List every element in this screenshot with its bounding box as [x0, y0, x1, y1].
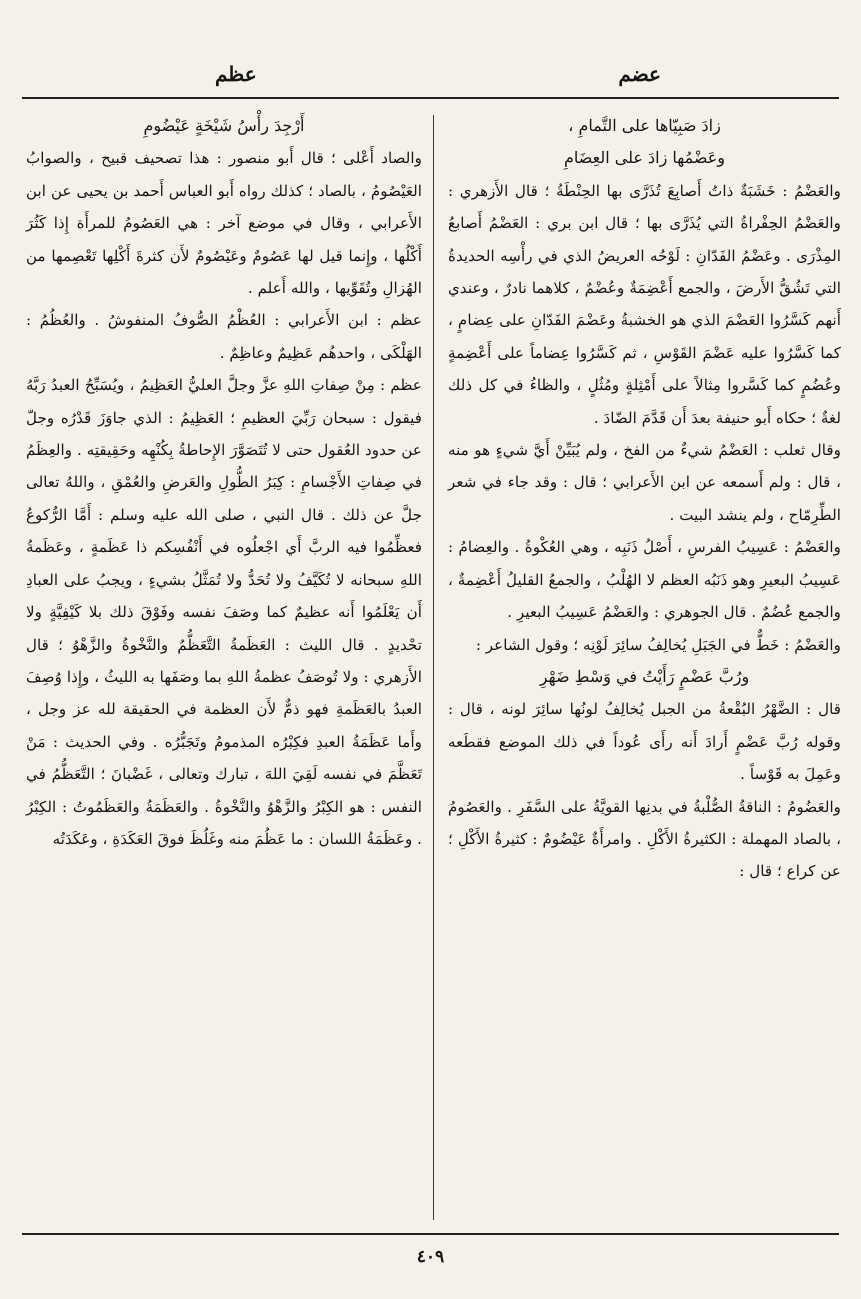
header-right-word: عضم: [618, 62, 661, 86]
entry-paragraph: وقال ثعلب : العَضْمُ شيءٌ من الفخ ، ولم يُبَيِّنْ أَيَّ شيءٍ هو منه ، قال : ولم أَسمعه عن ابن الأَعرابي ؛ قال : وقد جاء في شعر الطِّرِمّاح ، ولم ينشد البيت .: [448, 441, 841, 524]
entry-paragraph: عظم : ابن الأَعرابي : العُظْمُ الصُّوفُ المنفوشُ . والعُظُمُ : الهَلْكَى ، واحدهُم عَظِيمٌ وعاظِمٌ .: [26, 311, 422, 362]
bottom-rule: [22, 1233, 839, 1235]
verse-line: ورُبَّ عَضْمٍ رَأَيْتُ في وَسْطِ ضَهْرِ: [539, 666, 750, 686]
header-left-word: عظم: [215, 62, 257, 86]
entry-paragraph: والصاد أَعْلى ؛ قال أَبو منصور : هذا تصحيف قبيح ، والصوابُ العَيْصُومُ ، بالصاد ؛ كذلك رواه أَبو العباس أَحمد بن يحيى عن ابن الأَعرابي ، وقال في موضع آخر : هي العَصُومُ للمرأَة إِذا كَثُرَ أَكْلُها ، وإِنما قيل لها عَصُومٌ وعَيْصُومٌ لأَن كثرةَ أَكْلِها تَعْصِمها من الهُزالِ وتُقَوِّيها ، والله أَعلم .: [26, 149, 422, 298]
left-column: [26, 110, 422, 855]
top-rule: [22, 97, 839, 99]
right-column: [448, 110, 841, 888]
verse-line: أَرْجِدَ رأْسُ شَيْخَةٍ عَيْضُومِ: [143, 116, 305, 135]
verse-line: زادَ صَبِيّاها على التَّمامِ ،: [568, 116, 721, 135]
entry-paragraph: عظم : مِنْ صِفاتِ اللهِ عزَّ وجلَّ العليُّ العَظِيمُ ، ويُسَبِّحُ العبدُ رَبَّهُ فيقول : سبحان رَبِّيَ العظيمِ ؛ العَظِيمُ : الذي جاوَزَ قَدْرُه وجلّ عن حدود العُقول حتى لا تُتَصَوَّرَ الإِحاطةُ بِكُنْهِه وحَقِيقتِه . والعِظَمُ في صِفاتِ الأَجْسامِ : كِبَرُ الطُّولِ والعَرضِ والعُمْقِ ، واللهُ تعالى جلَّ عن ذلك . قال النبي ، صلى الله عليه وسلم : أَمَّا الرُّكوعُ فعظِّمُوا فيه الربَّ أَي اجْعلُوه في أَنْفُسِكم ذا عَظَمةٍ ، وعَظَمةُ اللهِ سبحانه لا تُكَيَّفُ ولا تُحَدُّ ولا تُمَثَّلُ بشيءٍ ، ويجبُ على العبادِ أَن يَعْلَمُوا أَنه عظيمٌ كما وصَفَ نفسه وفَوْقَ ذلك بلا كَيْفِيَّةٍ ولا تحْديدٍ . قال الليث : العَظَمةُ التَّعَظُّمُ والنَّخْوةُ والزَّهْوُ ؛ قال الأَزهري : ولا تُوصَفُ عظمةُ اللهِ بما وصَفَها به الليثُ ، وإِذا وُصِفَ العبدُ بالعَظَمةِ فهو ذمٌّ لأَن العظمة في الحقيقة لله عز وجل ، وأَما عَظَمَةُ العبدِ فكِبْرُه المذمومُ وتَجَبُّرُه . وفي الحديث : مَنْ تَعَظَّمَ في نفسه لَقِيَ اللهَ ، تبارك وتعالى ، غَضْبانَ ؛ التَّعَظُّمُ في النفس : هو الكِبْرُ والزَّهْوُ والنَّخْوةُ . والعَظَمَةُ والعَظَمُوتُ : الكِبْرُ . وعَظَمَةُ اللسان : ما عَظُمَ منه وغَلُظَ فوقَ العَكَدَةِ ، وعَكَدَتُه: [26, 376, 422, 848]
page-number: ٤٠٩: [416, 1247, 445, 1267]
column-divider: [433, 115, 434, 1220]
verse-line: وعَضْمُها زادَ على العِضَامِ: [563, 148, 726, 168]
entry-paragraph: والعَضُومُ : الناقةُ الصُّلْبةُ في بدنِها القويَّةُ على السَّفَرِ . والعَصُومُ ، بالصاد المهملة : الكثيرةُ الأَكْلِ . وامرأَةٌ عَيْضُومٌ : كثيرةُ الأَكْلِ ؛ عن كراع ؛ قال :: [448, 797, 841, 881]
entry-paragraph: والعَضْمُ : عَسِيبُ الفرسِ ، أَصْلُ ذَنَبِه ، وهي العُكْوةُ . والعِضامُ : عَسِيبُ البعيرِ وهو ذَنَبُه العظم لا الهُلْبُ ، والجمعُ القليلُ أَعْضِمةٌ ، والجمع عُضُمٌ . قال الجوهري : والعَضْمُ عَسِيبُ البعيرِ .: [448, 538, 841, 622]
entry-paragraph: والعَضْمُ : خَشَبَةٌ ذاتُ أَصابِعَ تُذَرَّى بها الحِنْطَةُ ؛ قال الأَزهري : والعَضْمُ الحِفْراةُ التي يُذَرَّى بها ؛ قال ابن بري : العَضْمُ أَصابعُ المِذْرَى . وعَضْمُ الفَدّانِ : لَوْحُه العريضُ الذي في رأْسِه الحديدةُ التي تَشُقُّ الأَرضَ ، والجمع أَعْضِمَةٌ وعُضْمٌ ، كلاهما نادرٌ ، وعندي أَنهم كَسَّرُوا العَضْمَ الذي هو الخشبةُ وعَضْمَ الفَدّانِ على عِضامٍ ، كما كَسَّرُوا عليه عَضْمَ القَوْسِ ، ثم كَسَّرُوا عِضاماً على أَعْضِمةٍ وعُضُمٍ كما كَسَّروا مِثالاً على أَمْثِلةٍ ومُثُلٍ ، والظاءُ في كل ذلك لغةٌ ؛ حكاه أَبو حنيفة بعدَ أَن قَدَّمَ الضّادَ .: [448, 181, 841, 427]
entry-paragraph: والعَضْمُ : خَطٌّ في الجَبَلِ يُخالِفُ سائِرَ لَوْنِه ؛ وقول الشاعر :: [475, 635, 841, 654]
entry-paragraph: قال : الضَّهْرُ البُقْعةُ من الجبل يُخالِفُ لونُها سائِرَ لونه ، قال : وقوله رُبَّ عَضْمٍ أَرادَ أَنه رأَى عُوداً في ذلك الموضع فقطَعه وعَمِلَ به قَوْساً .: [448, 700, 841, 784]
